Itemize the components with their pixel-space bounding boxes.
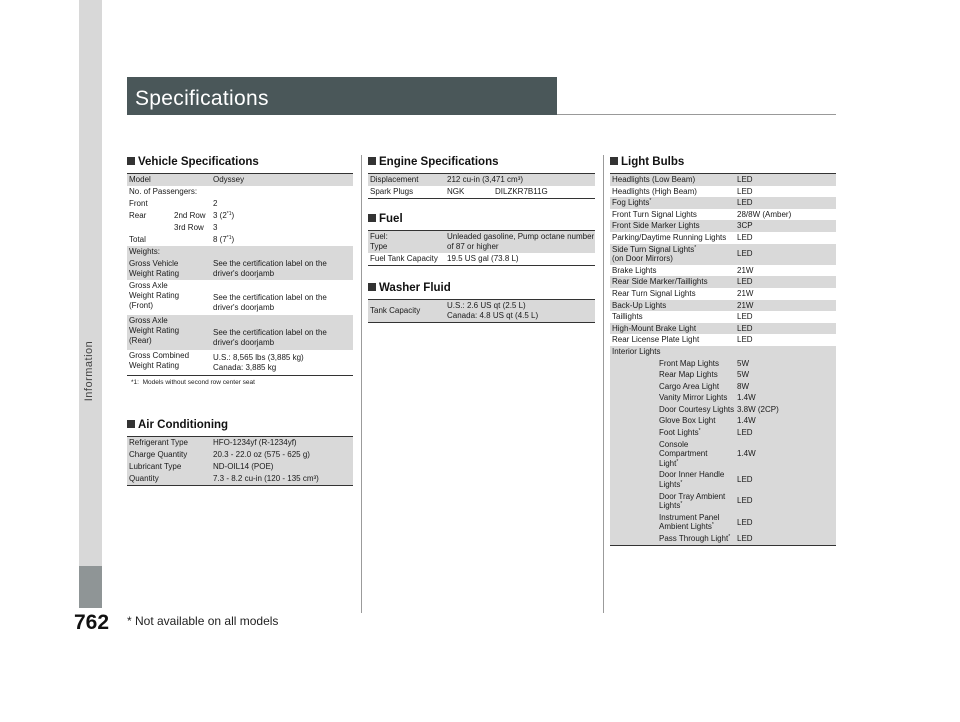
table-row: Tank Capacity U.S.: 2.6 US qt (2.5 L) Canada: 4.8 US qt (4.5 L) <box>368 300 595 323</box>
table-row: Front Map Lights 5W <box>610 358 836 370</box>
table-row: Rear Map Lights 5W <box>610 369 836 381</box>
table-row: Headlights (High Beam) LED <box>612 186 753 196</box>
light-bulbs <box>610 156 836 546</box>
table-row: Model Odyssey <box>127 174 353 187</box>
air-conditioning-table <box>127 436 353 486</box>
table-row: Door Inner Handle Lights* LED <box>610 469 836 490</box>
square-bullet-icon <box>368 283 376 291</box>
table-row: Gross Axle Weight Rating (Rear) See the certification label on the driver's doorjamb <box>127 315 353 350</box>
table-row: Rear 2nd Row 3 (2$^{*1}$) <box>129 211 235 220</box>
table-row: Headlights (Low Beam) LED <box>610 174 836 186</box>
table-row: Gross Axle Weight Rating (Front) See the certification label on the driver's doorjamb <box>129 281 327 312</box>
section-heading: Fuel <box>368 213 595 227</box>
table-row: Back-Up Lights 21W <box>610 300 836 312</box>
page-number: 762 <box>74 611 110 634</box>
table-row: Side Turn Signal Lights* (on Door Mirrors) LED <box>610 244 836 265</box>
light-bulbs-table <box>610 173 836 546</box>
chapter-tab-strip <box>79 0 102 566</box>
fuel <box>368 213 595 266</box>
table-row: Charge Quantity 20.3 - 22.0 oz (575 - 625 g) <box>127 449 353 461</box>
title-rule <box>557 114 836 115</box>
table-row: Gross Vehicle Weight Rating See the certification label on the driver's doorjamb <box>127 258 353 280</box>
table-row: No. of Passengers: <box>129 187 198 196</box>
section-heading: Light Bulbs <box>610 156 836 170</box>
page-title: Specifications <box>135 87 269 110</box>
chapter-label: Information <box>83 340 95 402</box>
column-divider <box>361 155 362 613</box>
vehicle-spec-table <box>127 173 353 376</box>
table-row: Total 8 (7$^{*1}$) <box>129 235 235 244</box>
column-divider <box>603 155 604 613</box>
table-row: Rear Side Marker/Taillights LED <box>610 276 836 288</box>
fuel-table <box>368 230 595 266</box>
table-row: Vanity Mirror Lights 1.4W <box>610 392 836 404</box>
table-row: Parking/Daytime Running Lights LED <box>612 232 753 242</box>
table-row: Refrigerant Type HFO-1234yf (R-1234yf) <box>127 437 353 450</box>
table-row: Front 2 <box>129 199 218 208</box>
table-row: Lubricant Type ND-OIL14 (POE) <box>127 461 353 473</box>
table-row: Quantity 7.3 - 8.2 cu-in (120 - 135 cm³) <box>127 473 353 486</box>
vehicle-specifications <box>127 156 353 386</box>
square-bullet-icon <box>127 420 135 428</box>
page-title-bar <box>127 77 557 115</box>
table-row: Fuel: Type Unleaded gasoline, Pump octane number of 87 or higher <box>370 232 595 251</box>
table-row: Pass Through Light* LED <box>610 533 836 545</box>
section-heading: Vehicle Specifications <box>127 156 353 170</box>
section-heading: Engine Specifications <box>368 156 595 170</box>
table-row: Displacement 212 cu-in (3,471 cm³) <box>368 174 595 187</box>
table-row: Front Turn Signal Lights 28/8W (Amber) <box>612 209 792 219</box>
chapter-tab-active <box>79 566 102 608</box>
washer-table <box>368 299 595 323</box>
table-row: Brake Lights 21W <box>612 265 754 275</box>
table-row: Fog Lights* LED <box>610 197 836 209</box>
engine-table <box>368 173 595 199</box>
table-row: Fuel Tank Capacity 19.5 US gal (73.8 L) <box>370 254 519 263</box>
table-row: Console Compartment Light* 1.4W <box>610 439 836 470</box>
table-row: Weights: <box>127 246 353 258</box>
table-row: Rear License Plate Light LED <box>612 335 753 345</box>
engine-specifications <box>368 156 595 199</box>
square-bullet-icon <box>127 157 135 165</box>
washer-fluid <box>368 282 595 323</box>
table-row: 3rd Row 3 <box>174 223 218 232</box>
square-bullet-icon <box>368 214 376 222</box>
table-row: Front Side Marker Lights 3CP <box>610 220 836 232</box>
table-row: Door Courtesy Lights 3.8W (2CP) <box>610 404 836 416</box>
table-row: Door Tray Ambient Lights* LED <box>610 491 836 512</box>
page-footnote: * Not available on all models <box>127 614 279 628</box>
square-bullet-icon <box>610 157 618 165</box>
table-footnote: *1: Models without second row center seat <box>131 379 255 386</box>
table-row: Rear Turn Signal Lights 21W <box>612 288 754 298</box>
table-row: Instrument Panel Ambient Lights* LED <box>610 512 836 533</box>
square-bullet-icon <box>368 157 376 165</box>
table-row: Foot Lights* LED <box>610 427 836 439</box>
table-row: Interior Lights <box>610 346 836 358</box>
table-row: Taillights LED <box>612 312 753 322</box>
table-row: Gross Combined Weight Rating U.S.: 8,565 lbs (3,885 kg) Canada: 3,885 kg <box>129 351 304 372</box>
section-heading: Air Conditioning <box>127 419 353 433</box>
section-heading: Washer Fluid <box>368 282 595 296</box>
table-row: Spark Plugs NGK DILZKR7B11G <box>370 187 548 196</box>
air-conditioning <box>127 419 353 486</box>
table-row: High-Mount Brake Light LED <box>610 323 836 335</box>
table-row: Glove Box Light 1.4W <box>610 415 836 427</box>
table-row: Cargo Area Light 8W <box>610 381 836 393</box>
